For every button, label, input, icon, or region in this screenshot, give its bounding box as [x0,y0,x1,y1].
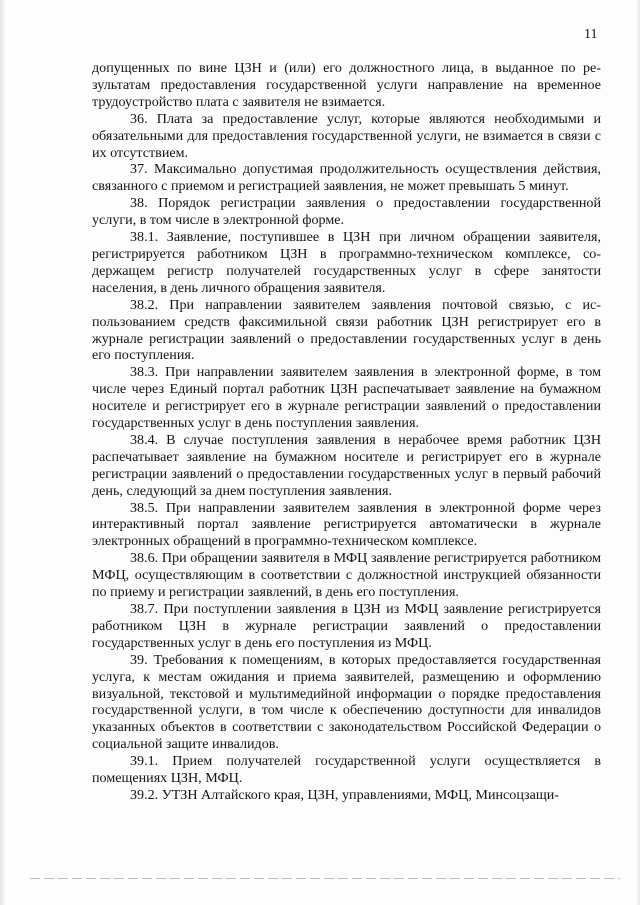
paragraph-37: 37. Максимально допустимая продолжительность осуществления действия, связанного с приемом и регистрацией заявления, не может превышать 5 минут. [92,161,601,195]
paragraph-38-1: 38.1. Заявление, поступившее в ЦЗН при личном обращении заявителя, регистрируется работником ЦЗН в программно-техническом комплексе, содержащем регистр получателей государственных услуг в сфере занятости населения, в день личного обращения заявителя. [92,229,601,296]
paragraph-39-2: 39.2. УТЗН Алтайского края, ЦЗН, управлениями, МФЦ, Минсоцзащи- [130,786,559,803]
paragraph-38-3: 38.3. При направлении заявителем заявления в электронной форме, в том числе через Единый портал работник ЦЗН распечатывает заявление на бумажном носителе и регистрирует его в журнале регистрации заявлений о предоставлении государственных услуг в день поступления заявления. [92,364,601,432]
paragraph-38-7: 38.7. При поступлении заявления в ЦЗН из МФЦ заявление регистрируется работником ЦЗН в журнале регистрации заявлений о предоставлении государственных услуг в день его поступления из МФЦ. [92,601,601,651]
paragraph-38-2: 38.2. При направлении заявителем заявления почтовой связью, с использованием средств факсимильной связи работник ЦЗН регистрирует его в журнале регистрации заявлений о предоставлении государственных услуг в день его поступления. [92,296,601,364]
paragraph-38-6: 38.6. При обращении заявителя в МФЦ заявление регистрируется работником МФЦ, осуществляющим в соответствии с должностной инструкцией обязанности по приему и регистрации заявлений, в день его поступления. [92,550,601,601]
paragraph-continuation: допущенных по вине ЦЗН и (или) его должностного лица, в выданное по результатам предоставления государственной услуги направление на временное трудоустройство плата с заявителя не взимается. [92,60,601,110]
scan-edge-left [0,0,6,905]
paragraph-39-1: 39.1. Прием получателей государственной услуги осуществляется в помещениях ЦЗН, МФЦ. [92,753,601,787]
paragraph-36: 36. Плата за предоставление услуг, которые являются необходимыми и обязательными для предоставления государственной услуги, не взимается в связи с их отсутствием. [92,110,601,161]
document-body [92,60,601,804]
page-number: 11 [584,27,598,42]
paragraph-38-4: 38.4. В случае поступления заявления в нерабочее время работник ЦЗН распечатывает заявление на бумажном носителе и регистрирует его в журнале регистрации заявлений о предоставлении государственных услуг в первый рабочий день, следующий за днем поступления заявления. [92,431,601,499]
paragraph-38-5: 38.5. При направлении заявителем заявления в электронной форме через интерактивный портал заявление регистрируется автоматически в журнале электронных обращений в программно-техническом комплексе. [92,499,601,550]
paragraph-38: 38. Порядок регистрации заявления о предоставлении государственной услуги, в том числе в электронной форме. [92,195,601,229]
paragraph-39: 39. Требования к помещениям, в которых предоставляется государственная услуга, к местам ожидания и приема заявителей, размещению и оформлению визуальной, текстовой и мультимедийной информации о порядке предоставления государственной услуги, в том числе к обеспечению доступности для инвалидов указанных объектов в соответствии с законодательством Российской Федерации о социальной защите инвалидов. [92,651,601,753]
scan-bottom-edge [30,878,620,879]
scan-edge-right [636,0,640,905]
